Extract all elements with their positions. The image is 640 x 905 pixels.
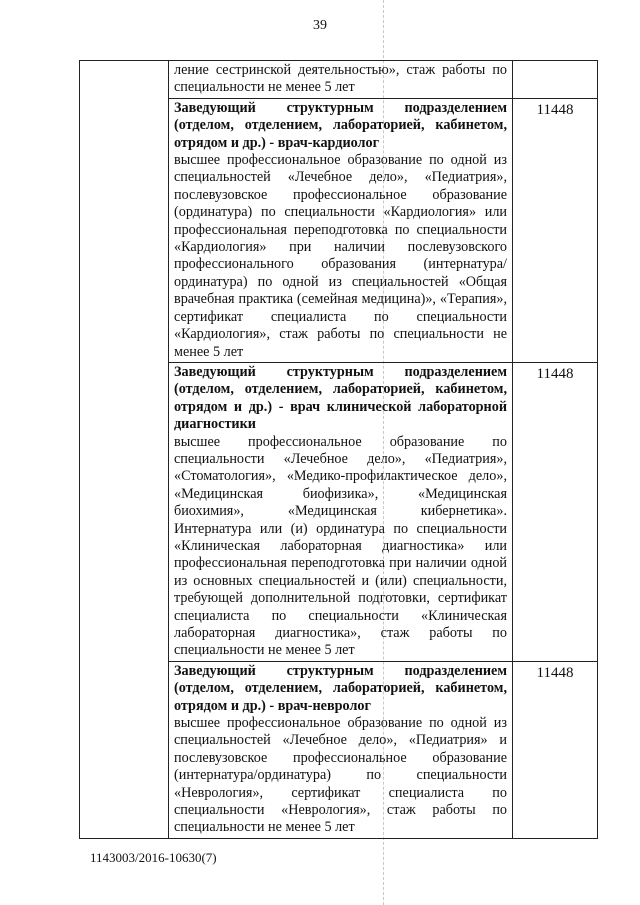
code-text: 11448 — [536, 101, 574, 118]
code-cell — [513, 98, 598, 362]
code-text: 11448 — [536, 664, 574, 681]
table-row — [80, 61, 598, 99]
code-text: 11448 — [536, 365, 574, 382]
document-footer-code: 1143003/2016-10630(7) — [90, 850, 217, 865]
code-cell — [513, 362, 598, 661]
requirements-text: высшее профессиональное образование по одной из специальностей «Лечебное дело», «Педиатрия» и послевузовское профессиональное образование (интернатура/ординатура) по специальности «Неврология», сертификат специалиста по специальности «Неврология», стаж работы по специальности не менее 5 лет — [174, 715, 507, 836]
requirements-cell — [169, 61, 513, 99]
code-text — [513, 61, 597, 64]
requirements-cell — [169, 362, 513, 661]
empty-first-column — [80, 61, 169, 839]
position-title: Заведующий структурным подразделением (отделом, отделением, лабораторией, кабинетом, отрядом и др.) - врач-невролог — [174, 662, 507, 714]
position-title: Заведующий структурным подразделением (отделом, отделением, лабораторией, кабинетом, отрядом и др.) - врач-кардиолог — [174, 99, 507, 151]
requirements-text: ление сестринской деятельностью», стаж работы по специальности не менее 5 лет — [174, 62, 507, 96]
requirements-text: высшее профессиональное образование по одной из специальностей «Лечебное дело», «Педиатрия», послевузовское профессиональное образование (ординатура) по специальности «Кардиология» или профессиональная переподготовка по специальности «Кардиология» при наличии послевузовского профессионального образования (интернатура/ординатура) по одной из специальностей «Общая врачебная практика (семейная медицина)», «Терапия», сертификат специалиста по специальности «Кардиология», стаж работы по специальности не менее 5 лет — [174, 152, 507, 360]
requirements-cell — [169, 661, 513, 838]
code-cell — [513, 61, 598, 99]
position-title: Заведующий структурным подразделением (отделом, отделением, лабораторией, кабинетом, отрядом и др.) - врач клинической лабораторной диагностики — [174, 363, 507, 433]
page-number: 39 — [313, 18, 327, 33]
requirements-cell — [169, 98, 513, 362]
code-cell — [513, 661, 598, 838]
requirements-text: высшее профессиональное образование по специальности «Лечебное дело», «Педиатрия», «Стоматология», «Медико-профилактическое дело», «Медицинская биофизика», «Медицинская биохимия», «Медицинская кибернетика». Интернатура или (и) ординатура по специальности «Клиническая лабораторная диагностика» или профессиональная переподготовка при наличии одной из основных специальностей и (или) специальности, требующей дополнительной подготовки, сертификат специалиста по специальности «Клиническая лабораторная диагностика», стаж работы по специальности не менее 5 лет — [174, 433, 507, 659]
qualification-table — [79, 60, 598, 839]
